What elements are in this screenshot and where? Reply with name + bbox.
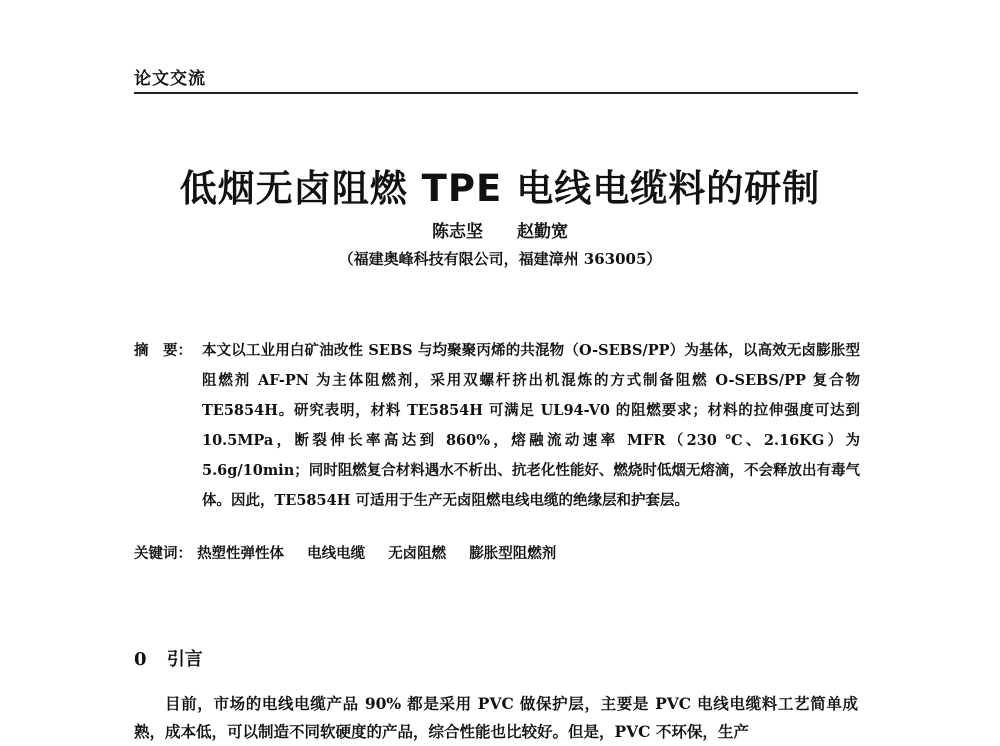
keyword: 电线电缆 xyxy=(307,545,366,562)
paper-title: 低烟无卤阻燃 TPE 电线电缆料的研制 xyxy=(179,167,821,210)
abstract-text: 本文以工业用白矿油改性 SEBS 与均聚聚丙烯的共混物（O-SEBS/PP）为基体，以高效无卤膨胀型阻燃剂 AF-PN 为主体阻燃剂，采用双螺杆挤出机混炼的方式制备阻燃 O-SEBS/PP 复合物 TE5854H。研究表明，材料 TE5854H 可满足 UL94-V0 的阻燃要求；材料的拉伸强度可达到 10.5MPa，断裂伸长率高达到 860%，熔融流动速率 MFR（230 ℃、2.16KG）为 5.6g/10min；同时阻燃复合材料遇水不析出、抗老化性能好、燃烧时低烟无熔滴，不会释放出有毒气体。因此，TE5854H 可适用于生产无卤阻燃电线电缆的绝缘层和护套层。 xyxy=(202,342,860,509)
abstract-label: 摘 要： xyxy=(134,342,192,359)
section-title: 引言 xyxy=(166,649,203,670)
journal-header xyxy=(134,64,858,94)
keyword: 无卤阻燃 xyxy=(388,545,447,562)
section-number: 0 xyxy=(134,649,147,670)
author-name: 赵勤宽 xyxy=(516,222,568,242)
body-paragraph: 目前，市场的电线电缆产品 90% 都是采用 PVC 做保护层，主要是 PVC 电线电缆料工艺简单成熟，成本低，可以制造不同软硬度的产品，综合性能也比较好。但是，PVC 不环保，生产 xyxy=(134,694,858,741)
keyword: 热塑性弹性体 xyxy=(197,545,285,562)
author-name: 陈志坚 xyxy=(432,222,484,242)
keywords-block xyxy=(134,542,860,563)
section-heading xyxy=(134,645,203,671)
author-list xyxy=(0,217,1000,242)
journal-section-label: 论文交流 xyxy=(134,69,206,89)
keyword: 膨胀型阻燃剂 xyxy=(469,545,557,562)
keywords-label: 关键词： xyxy=(134,545,192,562)
affiliation: （福建奥峰科技有限公司，福建漳州 363005） xyxy=(338,250,662,268)
abstract-block xyxy=(134,336,860,516)
